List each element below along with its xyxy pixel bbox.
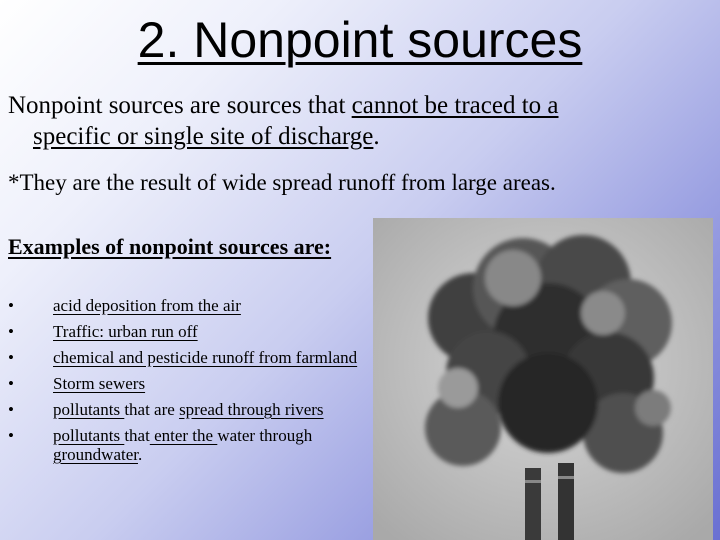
example-text: Traffic: urban run off: [53, 322, 198, 341]
bullet-icon: •: [8, 374, 14, 393]
example-item: [8, 348, 388, 367]
example-text: enter the: [149, 426, 218, 445]
slide-title: 2. Nonpoint sources: [137, 12, 583, 68]
bullet-icon: •: [8, 322, 14, 341]
example-text: water through: [217, 426, 313, 445]
smokestacks-pollution-photo: [373, 218, 713, 540]
example-text: acid deposition from the air: [53, 296, 241, 315]
example-item: [8, 374, 388, 393]
bullet-icon: •: [8, 400, 14, 419]
example-text: that are: [124, 400, 180, 419]
example-text: pollutants: [53, 400, 125, 419]
example-text: groundwater: [53, 445, 138, 464]
example-item: [8, 400, 388, 419]
example-text: spread through rivers: [179, 400, 324, 419]
example-item: [8, 296, 388, 315]
examples-list: [8, 296, 388, 471]
example-text: chemical and pesticide runoff from farmland: [53, 348, 358, 367]
intro-text: Nonpoint sources are sources that cannot be traced to a specific or single site of discharge.: [8, 92, 559, 150]
bullet-icon: •: [8, 296, 14, 315]
example-item: [8, 322, 388, 341]
examples-heading: Examples of nonpoint sources are:: [8, 234, 332, 259]
example-text: Storm sewers: [53, 374, 146, 393]
example-item: [8, 426, 388, 464]
example-text: .: [137, 445, 143, 464]
runoff-note: *They are the result of wide spread runoff from large areas.: [8, 170, 556, 195]
bullet-icon: •: [8, 348, 14, 367]
bullet-icon: •: [8, 426, 14, 445]
example-text: pollutants: [53, 426, 125, 445]
example-text: that: [124, 426, 150, 445]
